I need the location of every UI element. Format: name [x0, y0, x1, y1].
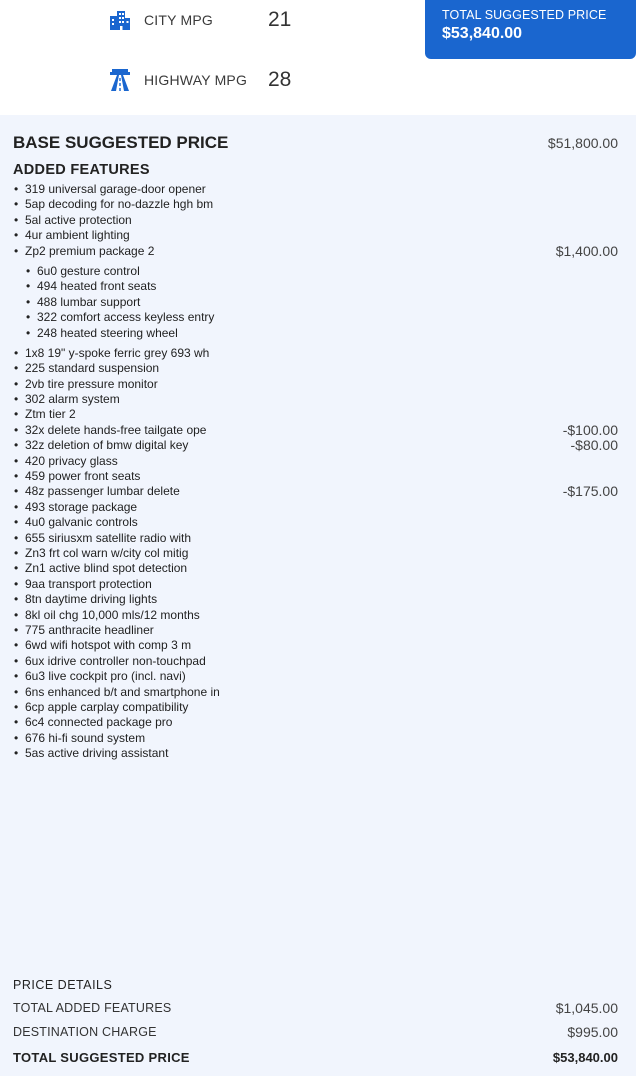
total-box-label: TOTAL SUGGESTED PRICE — [442, 8, 607, 22]
feature-text: 6wd wifi hotspot with comp 3 m — [25, 638, 192, 653]
feature-text: 1x8 19" y-spoke ferric grey 693 wh — [25, 345, 210, 360]
bullet: • — [14, 715, 19, 730]
feature-text: 6ux idrive controller non-touchpad — [25, 653, 206, 668]
feature-item — [14, 361, 618, 376]
feature-text: 2vb tire pressure monitor — [25, 376, 158, 391]
base-price-value: $51,800.00 — [547, 135, 618, 151]
bullet: • — [14, 182, 19, 196]
feature-item — [14, 715, 618, 730]
highway-mpg-label: HIGHWAY MPG — [144, 72, 248, 88]
feature-item — [14, 454, 618, 469]
feature-item — [14, 346, 618, 361]
feature-text: 655 siriusxm satellite radio with — [25, 530, 192, 545]
feature-text: 4ur ambient lighting — [25, 228, 130, 243]
city-mpg-label: CITY MPG — [144, 12, 214, 28]
feature-item — [14, 484, 618, 499]
feature-item — [14, 561, 618, 576]
feature-text: 488 lumbar support — [37, 294, 141, 309]
bullet: • — [14, 515, 19, 530]
bullet: • — [14, 243, 19, 258]
feature-text: 8tn daytime driving lights — [25, 592, 158, 607]
feature-item — [14, 423, 618, 438]
feature-text: 5as active driving assistant — [25, 746, 169, 761]
feature-text: Zp2 premium package 2 — [25, 243, 155, 258]
feature-text: 32x delete hands-free tailgate ope — [25, 422, 207, 437]
feature-text: 302 alarm system — [25, 392, 120, 407]
feature-text: 48z passenger lumbar delete — [25, 484, 180, 499]
feature-item — [14, 392, 618, 407]
feature-text: 6cp apple carplay compatibility — [25, 699, 189, 714]
added-features-title: ADDED FEATURES — [13, 162, 150, 178]
feature-text: 322 comfort access keyless entry — [37, 310, 215, 325]
bullet: • — [14, 576, 19, 591]
total-added-features-label: TOTAL ADDED FEATURES — [13, 1001, 172, 1015]
feature-item — [14, 577, 618, 592]
feature-item — [14, 182, 618, 197]
city-mpg-value: 21 — [268, 8, 292, 31]
bullet: • — [14, 212, 19, 227]
feature-item — [14, 623, 618, 638]
bullet: • — [14, 622, 19, 637]
feature-text: 225 standard suspension — [25, 361, 160, 376]
feature-item — [14, 244, 618, 259]
feature-item — [14, 700, 618, 715]
bullet: • — [14, 638, 19, 653]
feature-price: -$175.00 — [562, 483, 618, 500]
feature-text: Zn1 active blind spot detection — [25, 561, 188, 576]
feature-text: 8kl oil chg 10,000 mls/12 months — [25, 607, 200, 622]
bullet: • — [14, 592, 19, 607]
feature-text: 248 heated steering wheel — [37, 325, 178, 340]
bullet: • — [14, 499, 19, 514]
bullet: • — [14, 730, 19, 745]
feature-item — [14, 531, 618, 546]
feature-item — [14, 592, 618, 607]
bullet: • — [14, 469, 19, 484]
bullet: • — [14, 653, 19, 668]
bullet: • — [26, 263, 31, 278]
feature-item — [14, 213, 618, 228]
bullet: • — [14, 438, 19, 453]
bullet: • — [14, 746, 19, 761]
total-added-features-value: $1,045.00 — [555, 1000, 618, 1016]
feature-text: 319 universal garage-door opener — [25, 182, 206, 196]
bullet: • — [14, 453, 19, 468]
feature-item — [14, 654, 618, 669]
feature-item — [14, 515, 618, 530]
bullet: • — [26, 294, 31, 309]
highway-road-icon — [108, 68, 132, 92]
price-details-title: PRICE DETAILS — [13, 978, 113, 992]
destination-charge-row — [13, 1024, 618, 1040]
city-mpg-row — [108, 8, 291, 32]
bullet: • — [14, 545, 19, 560]
feature-text: 6u0 gesture control — [37, 263, 140, 278]
added-features-list — [14, 182, 618, 761]
bullet: • — [14, 345, 19, 360]
total-suggested-price-row — [13, 1050, 618, 1065]
feature-text: 775 anthracite headliner — [25, 622, 154, 637]
bullet: • — [14, 669, 19, 684]
feature-item — [14, 500, 618, 515]
destination-charge-label: DESTINATION CHARGE — [13, 1025, 157, 1039]
feature-text: 5ap decoding for no-dazzle hgh bm — [25, 197, 214, 212]
feature-text: 6ns enhanced b/t and smartphone in — [25, 684, 220, 699]
feature-item — [14, 469, 618, 484]
bullet: • — [14, 607, 19, 622]
feature-item — [14, 546, 618, 561]
bullet: • — [14, 561, 19, 576]
feature-item — [14, 669, 618, 684]
feature-item — [14, 438, 618, 453]
bullet: • — [26, 325, 31, 340]
sub-feature-item — [14, 310, 618, 325]
feature-item — [14, 685, 618, 700]
sub-feature-item — [14, 326, 618, 341]
feature-text: 6u3 live cockpit pro (incl. navi) — [25, 669, 186, 684]
feature-text: Zn3 frt col warn w/city col mitig — [25, 545, 189, 560]
bullet: • — [14, 530, 19, 545]
feature-item — [14, 228, 618, 243]
feature-item — [14, 731, 618, 746]
bullet: • — [26, 310, 31, 325]
bullet: • — [14, 684, 19, 699]
feature-text: 420 privacy glass — [25, 453, 118, 468]
bullet: • — [14, 699, 19, 714]
feature-item — [14, 197, 618, 212]
total-suggested-price-box — [425, 0, 636, 59]
feature-price: -$100.00 — [562, 421, 618, 438]
bullet: • — [14, 407, 19, 422]
bullet: • — [26, 279, 31, 294]
feature-text: 676 hi-fi sound system — [25, 730, 146, 745]
total-box-value: $53,840.00 — [442, 25, 523, 42]
feature-item — [14, 608, 618, 623]
base-price-label: BASE SUGGESTED PRICE — [13, 133, 229, 152]
feature-item — [14, 746, 618, 761]
highway-mpg-row — [108, 68, 291, 92]
city-buildings-icon — [108, 8, 132, 32]
price-summary-panel — [0, 115, 636, 1076]
feature-text: 459 power front seats — [25, 469, 141, 484]
feature-price: -$80.00 — [570, 437, 618, 454]
sub-feature-item — [14, 295, 618, 310]
bullet: • — [14, 376, 19, 391]
bullet: • — [14, 197, 19, 212]
total-suggested-price-label: TOTAL SUGGESTED PRICE — [13, 1050, 190, 1065]
feature-text: 6c4 connected package pro — [25, 715, 173, 730]
feature-text: 32z deletion of bmw digital key — [25, 438, 189, 453]
sub-feature-item — [14, 279, 618, 294]
feature-text: 5al active protection — [25, 212, 132, 227]
mpg-header — [0, 0, 640, 115]
bullet: • — [14, 484, 19, 499]
feature-text: 493 storage package — [25, 499, 138, 514]
feature-item — [14, 377, 618, 392]
sub-feature-item — [14, 264, 618, 279]
bullet: • — [14, 361, 19, 376]
bullet: • — [14, 392, 19, 407]
highway-mpg-value: 28 — [268, 68, 292, 91]
feature-text: 4u0 galvanic controls — [25, 515, 138, 530]
base-price-row — [13, 133, 618, 153]
feature-text: 9aa transport protection — [25, 576, 152, 591]
feature-text: Ztm tier 2 — [25, 407, 76, 422]
bullet: • — [14, 228, 19, 243]
feature-item — [14, 407, 618, 422]
feature-item — [14, 638, 618, 653]
bullet: • — [14, 422, 19, 437]
total-suggested-price-value: $53,840.00 — [552, 1050, 618, 1065]
feature-price: $1,400.00 — [555, 242, 618, 259]
destination-charge-value: $995.00 — [567, 1024, 618, 1040]
feature-text: 494 heated front seats — [37, 279, 157, 294]
total-added-features-row — [13, 1000, 618, 1016]
